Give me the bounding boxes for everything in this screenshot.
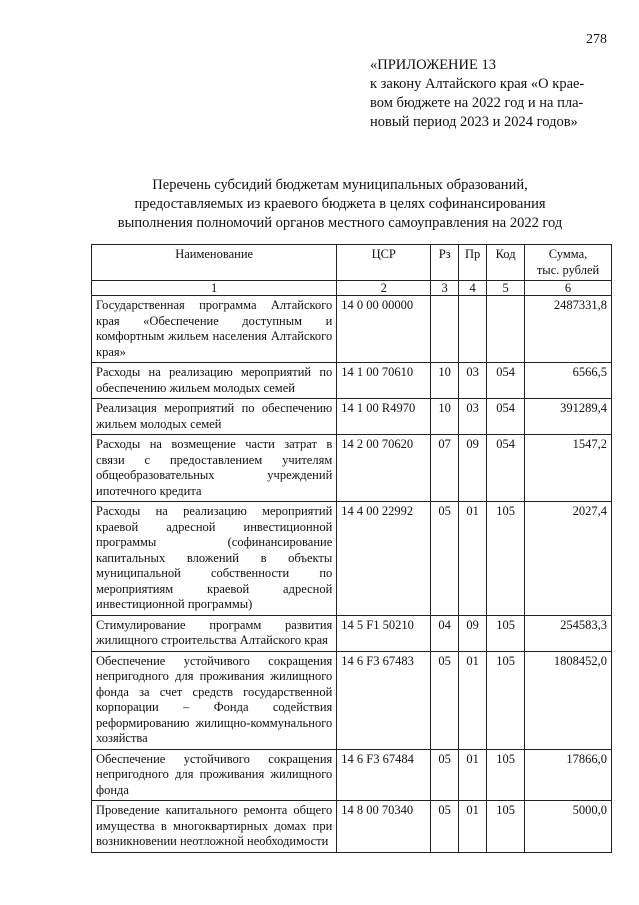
column-number: 4 <box>459 281 487 296</box>
header-pr: Пр <box>459 245 487 281</box>
cell-pr: 09 <box>459 435 487 502</box>
column-number: 3 <box>431 281 459 296</box>
table-row <box>92 615 612 651</box>
table-row <box>92 651 612 749</box>
page-number: 278 <box>586 32 607 47</box>
cell-kod: 105 <box>487 749 525 801</box>
cell-kod <box>487 296 525 363</box>
cell-pr: 01 <box>459 801 487 853</box>
cell-name: Проведение капитального ремонта общего имущества в многоквартирных домах при возникновении неотложной необходимости <box>92 801 337 853</box>
subsidies-table <box>91 244 612 853</box>
cell-sum: 254583,3 <box>525 615 612 651</box>
cell-kod: 105 <box>487 801 525 853</box>
cell-csr: 14 1 00 70610 <box>337 363 431 399</box>
cell-rz: 05 <box>431 651 459 749</box>
table-row <box>92 296 612 363</box>
appendix-heading <box>370 56 610 132</box>
column-number: 6 <box>525 281 612 296</box>
cell-rz: 04 <box>431 615 459 651</box>
column-number: 5 <box>487 281 525 296</box>
cell-csr: 14 6 F3 67483 <box>337 651 431 749</box>
cell-csr: 14 4 00 22992 <box>337 502 431 616</box>
cell-csr: 14 1 00 R4970 <box>337 399 431 435</box>
cell-kod: 105 <box>487 502 525 616</box>
header-kod: Код <box>487 245 525 281</box>
cell-name: Обеспечение устойчивого сокращения непригодного для проживания жилищного фонда за счет средств государственной корпорации – Фонда содействия реформированию жилищно-коммунального хозяйства <box>92 651 337 749</box>
cell-pr: 01 <box>459 502 487 616</box>
cell-csr: 14 8 00 70340 <box>337 801 431 853</box>
cell-sum: 17866,0 <box>525 749 612 801</box>
cell-csr: 14 0 00 00000 <box>337 296 431 363</box>
appendix-line: вом бюджете на 2022 год и на пла- <box>370 95 584 111</box>
header-sum-line1: Сумма, <box>548 247 588 261</box>
title-line: предоставляемых из краевого бюджета в целях софинансирования <box>134 196 546 212</box>
cell-kod: 054 <box>487 363 525 399</box>
cell-name: Стимулирование программ развития жилищного строительства Алтайского края <box>92 615 337 651</box>
cell-pr: 03 <box>459 399 487 435</box>
header-sum <box>525 245 612 281</box>
cell-pr <box>459 296 487 363</box>
cell-pr: 03 <box>459 363 487 399</box>
table-row <box>92 502 612 616</box>
table-header-row <box>92 245 612 281</box>
appendix-line: новый период 2023 и 2024 годов» <box>370 114 578 130</box>
cell-rz: 07 <box>431 435 459 502</box>
cell-pr: 01 <box>459 651 487 749</box>
cell-kod: 105 <box>487 651 525 749</box>
cell-kod: 054 <box>487 399 525 435</box>
document-title <box>60 176 620 233</box>
cell-rz: 10 <box>431 399 459 435</box>
column-number-row <box>92 281 612 296</box>
cell-sum: 1808452,0 <box>525 651 612 749</box>
title-line: выполнения полномочий органов местного самоуправления на 2022 год <box>117 215 563 231</box>
cell-name: Обеспечение устойчивого сокращения непригодного для проживания жилищного фонда <box>92 749 337 801</box>
cell-name: Реализация мероприятий по обеспечению жильем молодых семей <box>92 399 337 435</box>
cell-sum: 1547,2 <box>525 435 612 502</box>
column-number: 1 <box>92 281 337 296</box>
cell-rz: 05 <box>431 801 459 853</box>
header-csr: ЦСР <box>337 245 431 281</box>
cell-sum: 5000,0 <box>525 801 612 853</box>
table-row <box>92 363 612 399</box>
appendix-line: «ПРИЛОЖЕНИЕ 13 <box>370 57 496 73</box>
cell-rz: 10 <box>431 363 459 399</box>
cell-rz <box>431 296 459 363</box>
cell-kod: 054 <box>487 435 525 502</box>
cell-csr: 14 2 00 70620 <box>337 435 431 502</box>
column-number: 2 <box>337 281 431 296</box>
appendix-line: к закону Алтайского края «О крае- <box>370 76 585 92</box>
cell-pr: 01 <box>459 749 487 801</box>
table-row <box>92 801 612 853</box>
cell-name: Расходы на возмещение части затрат в связи с предоставлением учителям общеобразовательных учреждений ипотечного кредита <box>92 435 337 502</box>
cell-name: Расходы на реализацию мероприятий краевой адресной инвестиционной программы (софинансирование капитальных вложений в объекты муниципальной собственности по мероприятиям краевой адресной инвестиционной программы) <box>92 502 337 616</box>
table-row <box>92 435 612 502</box>
cell-csr: 14 5 F1 50210 <box>337 615 431 651</box>
header-rz: Рз <box>431 245 459 281</box>
header-sum-line2: тыс. рублей <box>536 262 600 277</box>
table-row <box>92 749 612 801</box>
table-row <box>92 399 612 435</box>
title-line: Перечень субсидий бюджетам муниципальных образований, <box>152 177 528 193</box>
cell-sum: 2487331,8 <box>525 296 612 363</box>
cell-name: Расходы на реализацию мероприятий по обеспечению жильем молодых семей <box>92 363 337 399</box>
cell-sum: 6566,5 <box>525 363 612 399</box>
cell-pr: 09 <box>459 615 487 651</box>
cell-rz: 05 <box>431 502 459 616</box>
cell-rz: 05 <box>431 749 459 801</box>
cell-name: Государственная программа Алтайского края «Обеспечение доступным и комфортным жильем населения Алтайского края» <box>92 296 337 363</box>
cell-sum: 2027,4 <box>525 502 612 616</box>
header-name: Наименование <box>92 245 337 281</box>
cell-csr: 14 6 F3 67484 <box>337 749 431 801</box>
cell-kod: 105 <box>487 615 525 651</box>
cell-sum: 391289,4 <box>525 399 612 435</box>
table-body <box>92 296 612 853</box>
